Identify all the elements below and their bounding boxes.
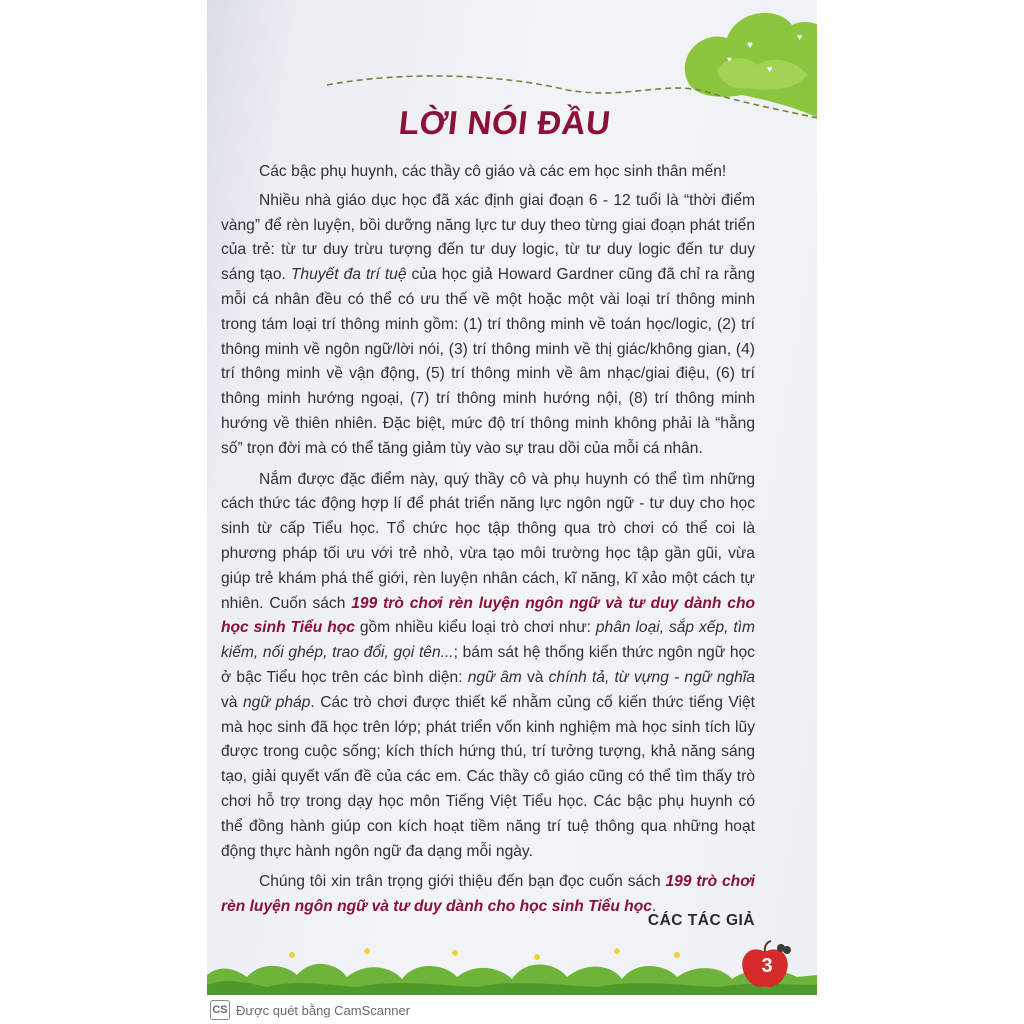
page-number: 3 <box>761 955 773 977</box>
authors-signature: CÁC TÁC GIẢ <box>647 912 755 929</box>
p2-text-f: . Các trò chơi được thiết kế nhằm củng cố kiến thức tiếng Việt mà học sinh đã học trên lớp; phát triển vốn kinh nghiệm mà học sinh tích lũy được trong cuộc sống; kích thích hứng thú, trí tưởng tượng, khả năng sáng tạo, giải quyết vấn đề của các em. Các thầy cô giáo cũng có thể tìm thấy trò chơi hỗ trợ trong dạy học môn Tiếng Việt Tiểu học. Các bậc phụ huynh có thể đồng hành giúp con kích hoạt tiềm năng trí tuệ thông qua những hoạt động thực hành ngôn ngữ đa dạng mỗi ngày. <box>221 693 755 860</box>
p3-text-b: . <box>651 898 657 916</box>
book-page <box>207 0 817 995</box>
p2-text-a: Nắm được đặc điểm này, quý thầy cô và phụ huynh có thể tìm những cách thức tác động hợp lí để phát triển năng lực ngôn ngữ - tư duy cho học sinh từ cấp Tiểu học. Tổ chức học tập thông qua trò chơi có thể coi là phương pháp tối ưu với trẻ nhỏ, vừa tạo môi trường học tập gần gũi, vừa giúp trẻ khám phá thế giới, rèn luyện nhân cách, kĩ năng, kĩ xảo một cách tự nhiên. Cuốn sách <box>221 470 755 612</box>
svg-text:♥: ♥ <box>767 64 773 74</box>
paragraph-1 <box>221 189 755 462</box>
paragraph-2 <box>221 468 755 865</box>
camscanner-watermark <box>210 999 410 1021</box>
p2-book-title: 199 trò chơi rèn luyện ngôn ngữ và tư duy dành cho học sinh Tiểu học <box>221 594 755 637</box>
p2-text-c: ; bám sát hệ thống kiến thức ngôn ngữ học ở bậc Tiểu học trên các bình diện: <box>221 644 755 686</box>
p2-text-d: và <box>521 668 549 686</box>
p3-book-title: 199 trò chơi rèn luyện ngôn ngữ và tư duy dành cho học sinh Tiểu học <box>221 873 755 916</box>
svg-text:♥: ♥ <box>727 55 732 64</box>
p3-text-a: Chúng tôi xin trân trọng giới thiệu đến bạn đọc cuốn sách <box>259 873 666 891</box>
p2-text-b: gồm nhiều kiểu loại trò chơi như: <box>354 619 596 637</box>
p2-italic-1: phân loại, sắp xếp, tìm kiếm, nối ghép, trao đổi, gọi tên... <box>221 619 755 662</box>
p1-text-a: Nhiều nhà giáo dục học đã xác định giai đoạn 6 - 12 tuổi là “thời điểm vàng” để rèn luyện, bồi dưỡng năng lực tư duy theo từng giai đoạn phát triển của trẻ: từ tư duy trừu tượng đến tư duy logic, từ tư duy logic đến tư duy sáng tạo. <box>221 191 755 284</box>
camscanner-logo-icon: CS <box>210 1000 230 1020</box>
p2-italic-3: chính tả, từ vựng - ngữ nghĩa <box>548 668 755 686</box>
greeting-paragraph <box>221 160 755 185</box>
svg-text:♥: ♥ <box>747 40 753 51</box>
grass-decoration <box>207 935 817 995</box>
greeting-text: Các bậc phụ huynh, các thầy cô giáo và các em học sinh thân mến! <box>259 163 727 180</box>
page-title: LỜI NÓI ĐẦU <box>397 104 613 141</box>
p1-italic: Thuyết đa trí tuệ <box>290 266 407 284</box>
p2-italic-2: ngữ âm <box>467 668 522 686</box>
svg-text:♥: ♥ <box>797 32 803 42</box>
watermark-text: Được quét bằng CamScanner <box>236 1002 411 1018</box>
p2-italic-4: ngữ pháp <box>242 693 311 711</box>
p1-text-b: của học giả Howard Gardner cũng đã chỉ ra rằng mỗi cá nhân đều có thể có ưu thế về một hoặc một vài loại trí thông minh trong tám loại trí thông minh gồm: (1) trí thông minh về toán học/logic, (2) trí thông minh về ngôn ngữ/lời nói, (3) trí thông minh về thị giác/không gian, (4) trí thông minh về vận động, (5) trí thông minh về âm nhạc/giai điệu, (6) trí thông minh hướng ngoại, (7) trí thông minh hướng nội, (8) trí thông minh hướng về thiên nhiên. Đặc biệt, mức độ trí thông minh không phải là “hằng số” trọn đời mà có thể tăng giảm tùy vào sự trau dồi của mỗi cá nhân. <box>221 266 755 457</box>
body-text <box>221 160 755 926</box>
p2-text-e: và <box>221 693 243 711</box>
